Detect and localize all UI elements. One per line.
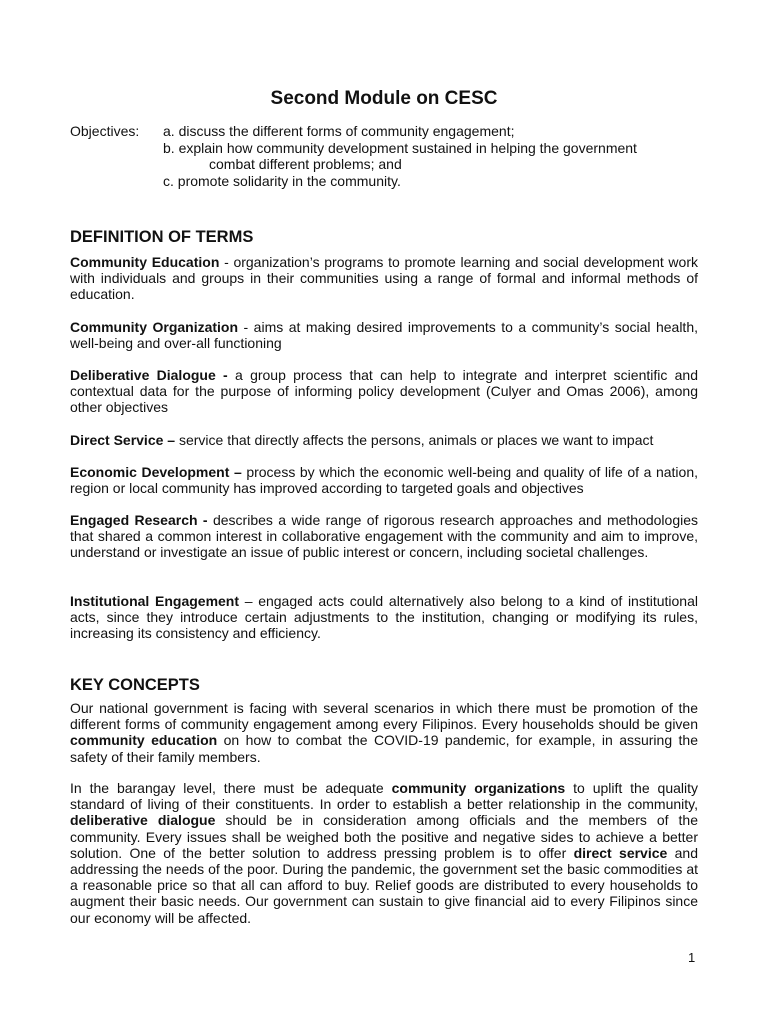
definition-engaged-research [70,512,698,561]
key-concepts-paragraph-2: In the barangay level, there must be adequate community organizations to uplift the quality standard of living of their constituents. In order to establish a better relationship in the community, deliberative dialogue should be in consideration among officials and the members of the community. Every issues shall be weighed both the positive and negative sides to achieve a better solution. One of the better solution to address pressing problem is to offer direct service and addressing the needs of the poor. During the pandemic, the government set the basic commodities at a reasonable price so that all can afford to buy. Relief goods are distributed to every households to augment their basic needs. Our government can sustain to give financial aid to every Filipinos since our economy will be affected. [70,780,699,926]
definition-term: Deliberative Dialogue - [70,367,228,383]
objective-a: a. discuss the different forms of community engagement; [163,123,515,139]
definition-term: Institutional Engagement [70,593,240,609]
definition-text: describes a wide range of rigorous research approaches and methodologies that shared a common interest in collaborative engagement with the community and aim to improve, understand or investigate an issue of public interest or concern, including societal challenges. [70,512,699,561]
key-concepts-paragraph-1: Our national government is facing with several scenarios in which there must be promotion of the different forms of community engagement among every Filipinos. Every households should be given community education on how to combat the COVID-19 pandemic, for example, in assuring the safety of their family members. [70,700,698,765]
definition-term: Economic Development – [70,464,242,480]
objective-c: c. promote solidarity in the community. [163,172,401,189]
definition-direct-service [70,432,698,448]
emphasis-community-education: community education [70,732,218,749]
definition-term: Community Education [70,254,220,270]
page-title: Second Module on CESC [270,88,498,109]
definition-text: service that directly affects the persons, animals or places we want to impact [178,432,654,448]
definition-economic-development [70,464,698,496]
definition-institutional-engagement: Institutional Engagement – engaged acts could alternatively also belong to a kind of institutional acts, since they introduce certain adjustments to the institution, changing or modifying its rules, increasing its consistency and efficiency. [70,593,698,642]
definition-term: Engaged Research - [70,512,208,528]
page-number: 1 [688,950,696,965]
definition-community-education: Community Education - organization’s programs to promote learning and social development work with individuals and groups in their communities using a range of formal and informal methods of education. [70,254,698,303]
emphasis-direct-service: direct service [573,844,668,861]
definitions-heading: DEFINITION OF TERMS [70,228,254,246]
definition-text: a group process that can help to integrate and interpret scientific and contextual data for the purpose of informing policy development (Culyer and Omas 2006), among other objectives [70,367,698,416]
objective-b-continued: combat different problems; and [209,156,402,172]
definition-text: process by which the economic well-being and quality of life of a nation, region or local community has improved according to targeted goals and objectives [70,464,698,497]
definition-community-organization: Community Organization - aims at making desired improvements to a community’s social health, well-being and over-all functioning [70,319,698,352]
emphasis-deliberative-dialogue: deliberative dialogue [70,812,216,829]
objectives-list [163,123,703,189]
definition-text: aims at making desired improvements to a community’s social health, well-being and over-all functioning [70,319,698,352]
objective-b: b. explain how community development sustained in helping the government [163,139,637,156]
objectives-label: Objectives: [70,123,140,139]
definition-deliberative-dialogue [70,367,698,416]
key-concepts-heading: KEY CONCEPTS [70,676,200,694]
emphasis-community-organizations: community organizations [391,780,566,796]
definition-term: Direct Service – [70,432,176,448]
definition-term: Community Organization [70,319,239,335]
definition-text: organization’s programs to promote learning and social development work with individuals and groups in their communities using a range of formal and informal methods of education. [70,254,698,303]
definition-text: engaged acts could alternatively also belong to a kind of institutional acts, since they introduce certain adjustments to the institution, changing or modifying its rules, increasing its consistency and efficiency. [70,593,698,642]
